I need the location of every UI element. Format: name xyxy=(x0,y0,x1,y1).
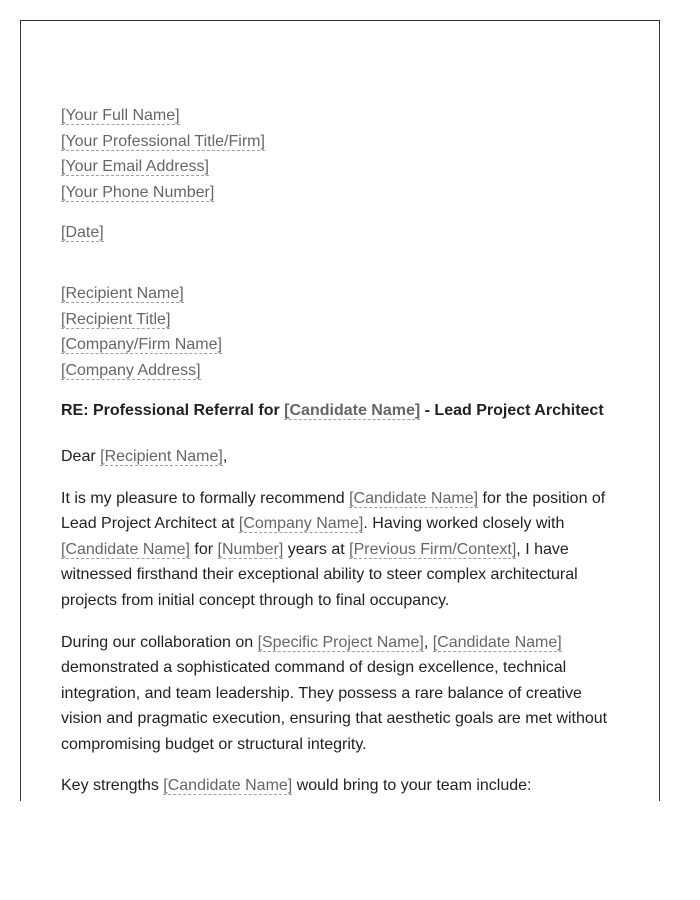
paragraph-key-strengths xyxy=(61,773,621,799)
para1-number-placeholder[interactable]: [Number] xyxy=(217,540,284,558)
para1-text-1: It is my pleasure to formally recommend xyxy=(61,489,350,507)
greeting-recipient-placeholder[interactable]: [Recipient Name] xyxy=(100,447,223,465)
para2-text-1: During our collaboration on xyxy=(61,633,258,651)
para3-text-2: would bring to your team include: xyxy=(292,777,532,795)
recipient-title-placeholder[interactable]: [Recipient Title] xyxy=(61,310,171,328)
recipient-name-placeholder[interactable]: [Recipient Name] xyxy=(61,284,184,302)
sender-phone-placeholder[interactable]: [Your Phone Number] xyxy=(61,183,215,201)
para1-text-2: for the position of Lead Project Architect at xyxy=(61,489,606,533)
para1-text-5: years at xyxy=(283,540,350,558)
subject-prefix: RE: Professional Referral for xyxy=(61,402,285,420)
subject-candidate-placeholder[interactable]: [Candidate Name] xyxy=(284,402,421,420)
para1-text-3: . Having worked closely with xyxy=(363,515,565,533)
paragraph-recommendation xyxy=(61,486,621,614)
subject-suffix: - Lead Project Architect xyxy=(420,402,604,420)
subject-line xyxy=(61,398,621,424)
para1-candidate2-placeholder[interactable]: [Candidate Name] xyxy=(61,540,190,558)
para1-candidate-placeholder[interactable]: [Candidate Name] xyxy=(349,489,479,507)
date-block xyxy=(61,220,621,246)
para1-firm-placeholder[interactable]: [Previous Firm/Context] xyxy=(349,540,517,558)
para3-candidate-placeholder[interactable]: [Candidate Name] xyxy=(163,777,293,795)
sender-block xyxy=(61,103,621,205)
para2-text-2: , xyxy=(423,633,433,651)
sender-email-placeholder[interactable]: [Your Email Address] xyxy=(61,158,209,176)
para2-candidate-placeholder[interactable]: [Candidate Name] xyxy=(432,633,562,651)
greeting xyxy=(61,444,621,470)
para1-company-placeholder[interactable]: [Company Name] xyxy=(238,515,364,533)
para2-project-placeholder[interactable]: [Specific Project Name] xyxy=(257,633,424,651)
greeting-prefix: Dear xyxy=(61,447,101,465)
para3-text-1: Key strengths xyxy=(61,777,164,795)
paragraph-collaboration xyxy=(61,630,621,758)
recipient-block xyxy=(61,281,621,383)
para2-text-3: demonstrated a sophisticated command of design excellence, technical integration, and team leadership. They possess a rare balance of creative vision and pragmatic execution, ensuring that aesthetic goals are met without compromising budget or structural integrity. xyxy=(61,659,608,753)
sender-title-placeholder[interactable]: [Your Professional Title/Firm] xyxy=(61,132,265,150)
letter-body xyxy=(61,103,621,801)
date-placeholder[interactable]: [Date] xyxy=(61,224,104,242)
para1-text-4: for xyxy=(189,540,218,558)
greeting-suffix: , xyxy=(222,447,228,465)
para1-text-6: , I have witnessed firsthand their exceptional ability to steer complex architectural projects from initial concept through to final occupancy. xyxy=(61,540,578,609)
recipient-company-placeholder[interactable]: [Company/Firm Name] xyxy=(61,336,222,354)
letter-page xyxy=(20,20,660,801)
sender-name-placeholder[interactable]: [Your Full Name] xyxy=(61,107,180,124)
recipient-address-placeholder[interactable]: [Company Address] xyxy=(61,361,201,379)
